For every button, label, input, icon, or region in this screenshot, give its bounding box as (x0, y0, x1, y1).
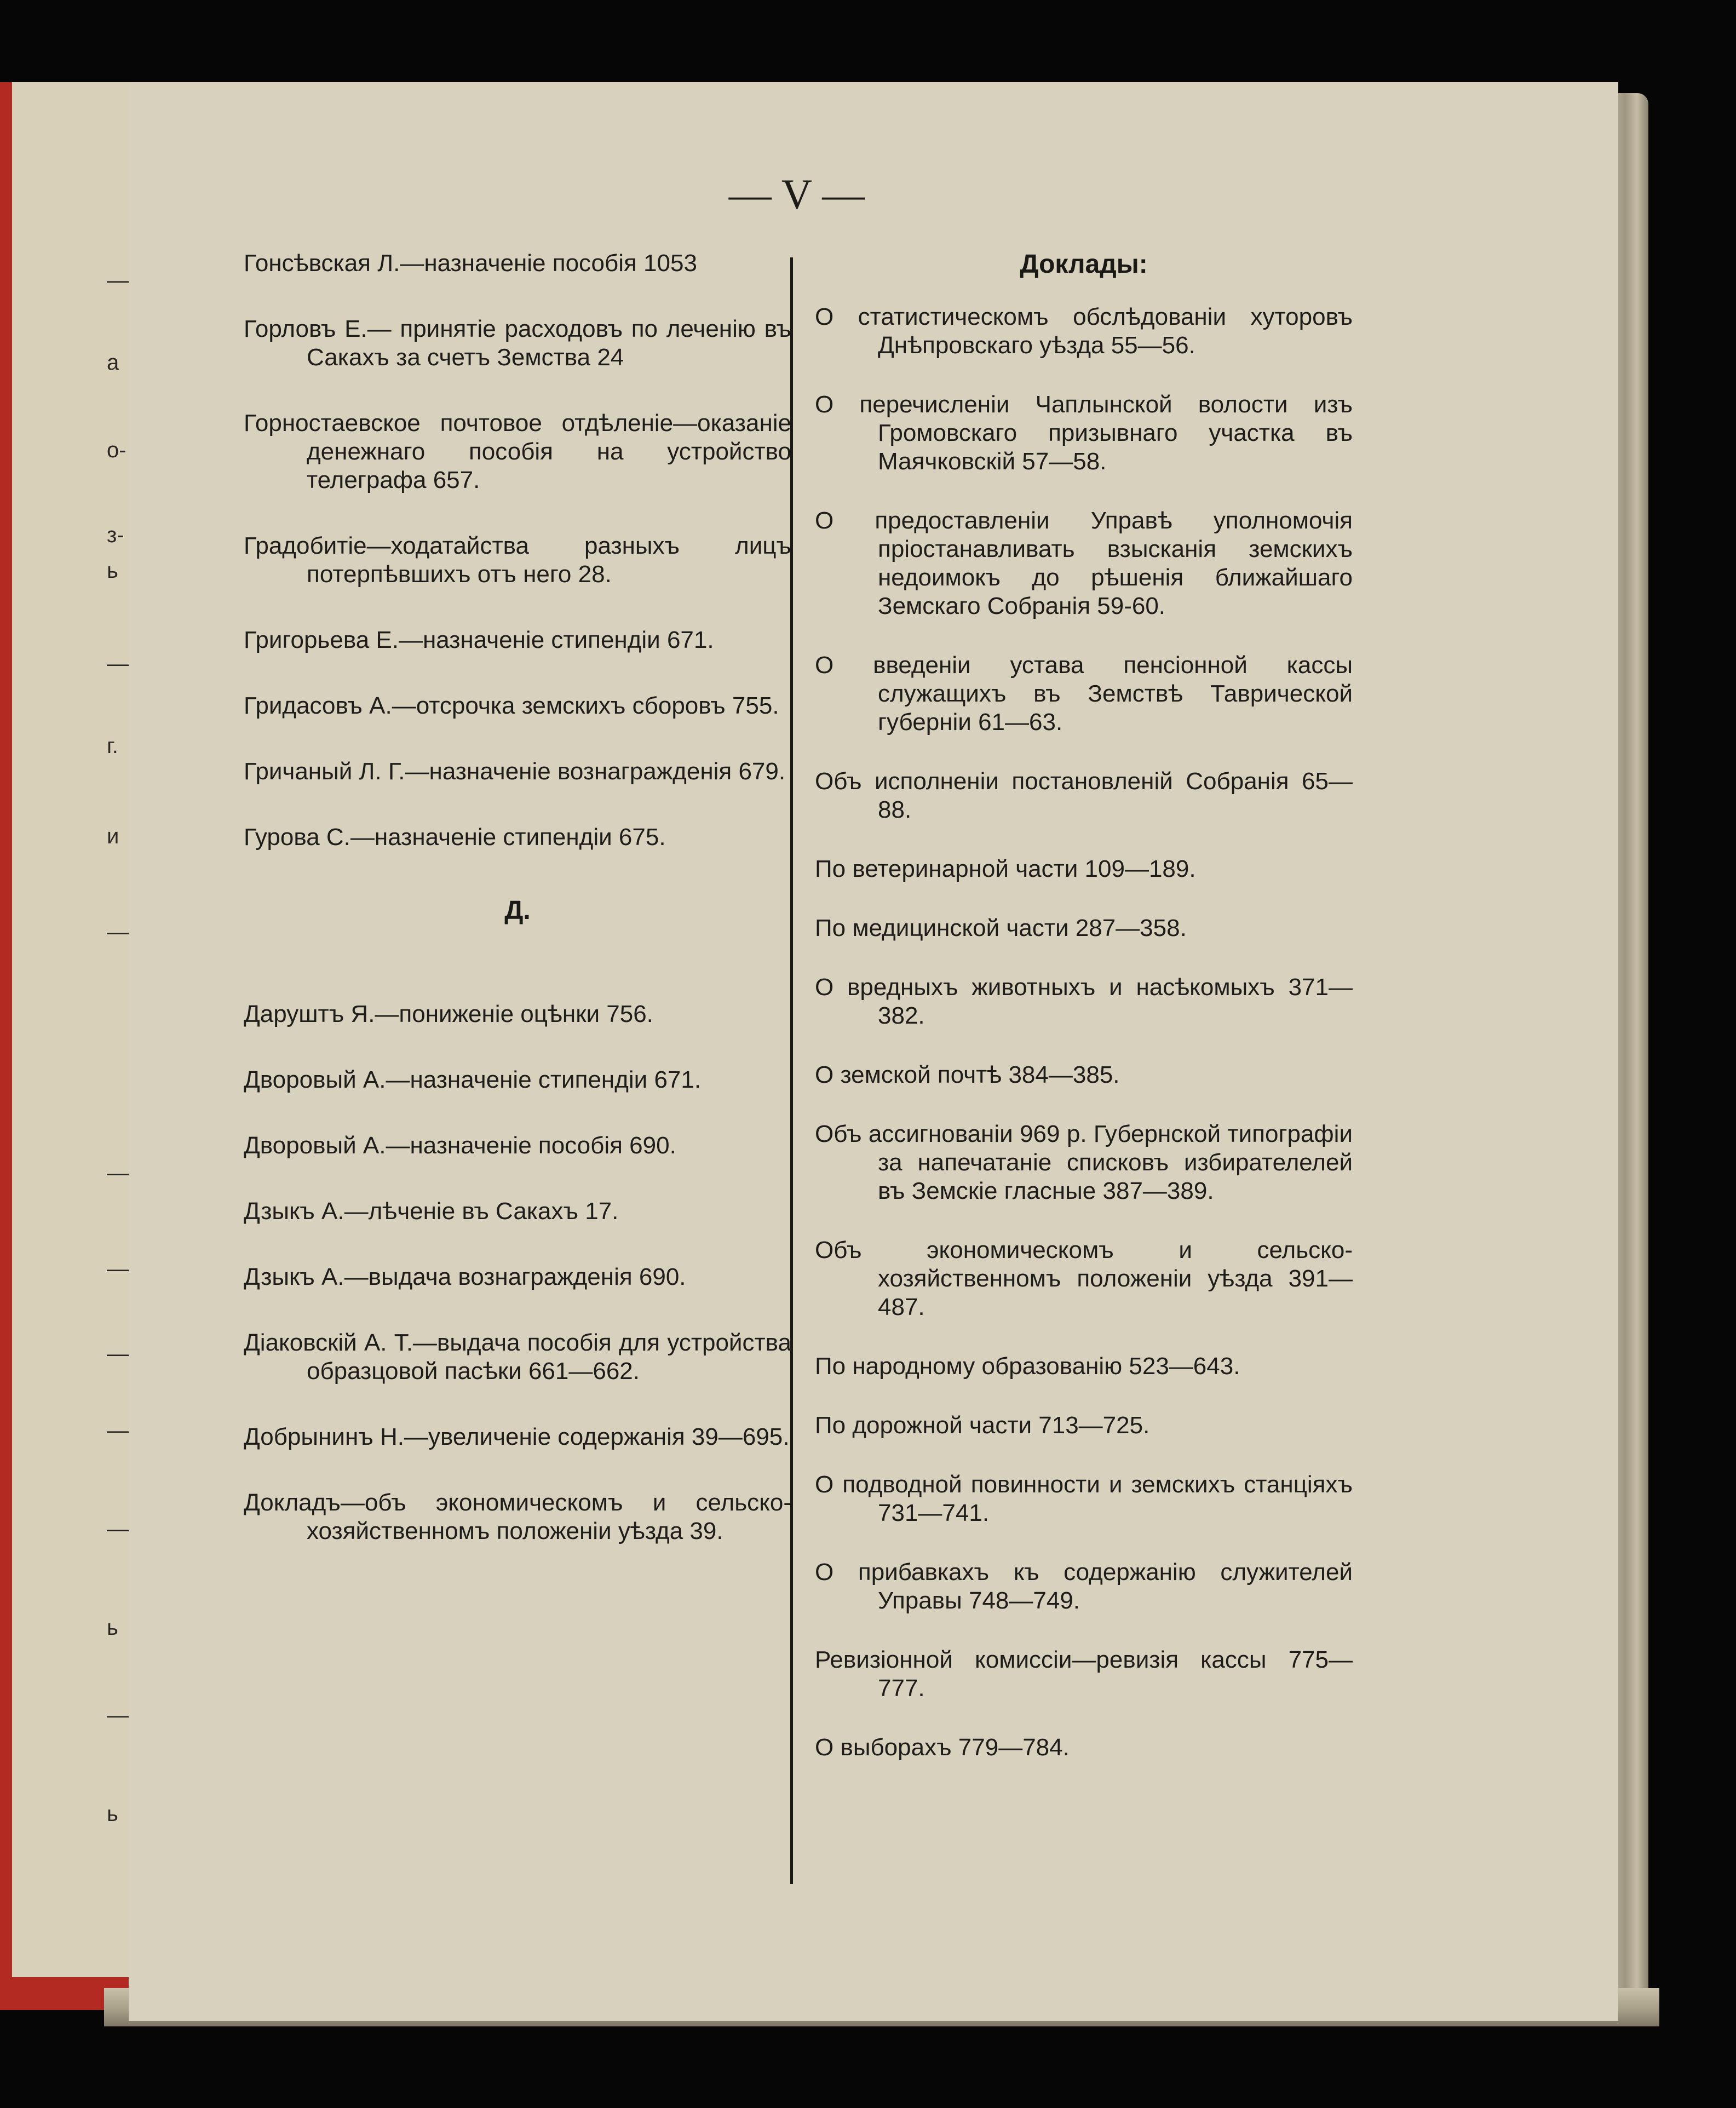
previous-page-fragment: з- (107, 523, 124, 547)
previous-page-fragment: о- (107, 438, 127, 462)
report-entry: По ветеринарной части 109—189. (815, 855, 1196, 882)
index-entry: Добрынинъ Н.—увеличенiе содержанiя 39—695. (244, 1423, 790, 1450)
index-entry: Градобитiе—ходатайства разныхъ лицъ потерпѣвшихъ отъ него 28. (244, 532, 791, 588)
index-entries-g (244, 249, 791, 852)
previous-page-fragment: ь (107, 559, 118, 583)
index-entry: Дiаковскiй А. Т.—выдача пособiя для устройства образцовой пасѣки 661—662. (244, 1329, 791, 1385)
previous-page-fragment: — (107, 268, 129, 292)
index-entry: Гонсѣвская Л.—назначенiе пособiя 1053 (244, 250, 697, 277)
index-entry: Григорьева Е.—назначенiе стипендiи 671. (244, 627, 714, 653)
report-entry: О введенiи устава пенсiонной кассы служащихъ въ Земствѣ Таврической губернiи 61—63. (815, 652, 1353, 736)
report-entry: О предоставленiи Управѣ уполномочiя прiостанавливать взысканiя земскихъ недоимокъ до рѣшенiя ближайшаго Земскаго Собранiя 59-60. (815, 507, 1353, 619)
letter-heading: Д. (504, 896, 531, 925)
index-entry: Докладъ—объ экономическомъ и сельско-хозяйственномъ положенiи уѣзда 39. (244, 1489, 791, 1544)
index-entry: Горностаевское почтовое отдѣленiе—оказанiе денежнаго пособiя на устройство телеграфа 657. (244, 410, 791, 493)
index-entries-d (244, 1000, 791, 1546)
reports-heading: Доклады: (1020, 250, 1148, 279)
previous-page-fragment: — (107, 920, 129, 944)
report-entry: По медицинской части 287—358. (815, 915, 1187, 941)
report-entry: Объ ассигнованiи 969 р. Губернской типографiи за напечатанiе списковъ избирателелей въ Земскiе гласные 387—389. (815, 1121, 1353, 1204)
index-entry: Гридасовъ А.—отсрочка земскихъ сборовъ 755. (244, 692, 779, 719)
index-entry: Дворовый А.—назначенiе пособiя 690. (244, 1132, 676, 1159)
report-entry: О прибавкахъ къ содержанiю служителей Управы 748—749. (815, 1559, 1353, 1614)
report-entry: Объ экономическомъ и сельско-хозяйственномъ положенiи уѣзда 391—487. (815, 1237, 1353, 1320)
reports-entries (815, 303, 1353, 1762)
binding-red-edge (0, 82, 12, 2010)
previous-page-fragment: — (107, 652, 129, 676)
index-entry: Дзыкъ А.—выдача вознагражденiя 690. (244, 1263, 686, 1290)
previous-page-fragment: ь (107, 1616, 118, 1640)
page-number: — V — (728, 170, 865, 218)
index-entry: Дзыкъ А.—лѣченiе въ Сакахъ 17. (244, 1198, 619, 1225)
previous-page-fragment: — (107, 1161, 129, 1185)
report-entry: О перечисленiи Чаплынской волости изъ Громовскаго призывнаго участка въ Маячковскiй 57—58. (815, 391, 1353, 475)
left-column (244, 249, 791, 1583)
right-column (815, 249, 1353, 1793)
previous-page-fragment: а (107, 351, 119, 375)
index-entry: Горловъ Е.— принятiе расходовъ по леченiю въ Сакахъ за счетъ Земства 24 (244, 315, 791, 371)
report-entry: Ревизiонной комиссiи—ревизiя кассы 775—777. (815, 1646, 1353, 1702)
report-entry: О земской почтѣ 384—385. (815, 1061, 1120, 1088)
index-entry: Гурова С.—назначенiе стипендiи 675. (244, 824, 666, 851)
index-entry: Дворовый А.—назначенiе стипендiи 671. (244, 1066, 702, 1093)
report-entry: Объ исполненiи постановленiй Собранiя 65—88. (815, 768, 1353, 823)
report-entry: О статистическомъ обслѣдованiи хуторовъ Днѣпровскаго уѣзда 55—56. (815, 303, 1353, 359)
previous-page-fragment: и (107, 824, 119, 848)
previous-page-fragment: — (107, 1703, 129, 1727)
previous-page-fragment: — (107, 1257, 129, 1281)
previous-page-fragment: г. (107, 734, 118, 758)
previous-page-edge (0, 82, 131, 2010)
previous-page-fragment: — (107, 1418, 129, 1443)
previous-page-fragment: ь (107, 1802, 118, 1826)
report-entry: О выборахъ 779—784. (815, 1734, 1070, 1761)
index-entry: Гричаный Л. Г.—назначенiе вознагражденiя 679. (244, 758, 786, 785)
previous-page-fragment: — (107, 1342, 129, 1366)
previous-page-fragment: — (107, 1517, 129, 1541)
report-entry: По дорожной части 713—725. (815, 1412, 1150, 1439)
report-entry: О вредныхъ животныхъ и насѣкомыхъ 371—382. (815, 974, 1353, 1029)
report-entry: По народному образованiю 523—643. (815, 1353, 1240, 1380)
report-entry: О подводной повинности и земскихъ станцiяхъ 731—741. (815, 1471, 1353, 1526)
index-entry: Даруштъ Я.—пониженiе оцѣнки 756. (244, 1001, 653, 1027)
